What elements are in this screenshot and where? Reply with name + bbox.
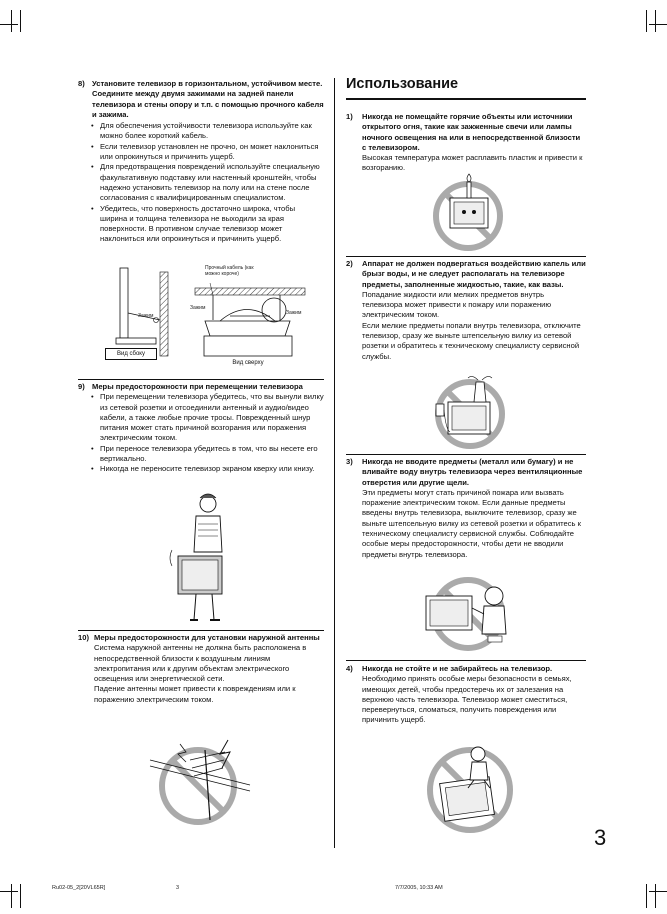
crop-mark (649, 891, 667, 892)
man-carrying-tv-illustration (168, 490, 248, 625)
bullet-item: • Для предотвращения повреждений используйте специальную факультативную подставку или настенный кронштейн, чтобы надежно установить телевизор на полу или на стене после согласования с квалифицированным специалистом. (78, 162, 324, 203)
section-divider (346, 454, 586, 455)
bullet-item: • При перемещении телевизора убедитесь, что вы вынули вилку из сетевой розетки и отсоединили антенный и аудио/видео кабели, а также любые прочие тросы. Поврежденный шнур питания может стать причиной возгорания или поражения электрическим током. (78, 392, 324, 443)
climbing-prohibited-illustration (420, 740, 520, 836)
paragraph: Если мелкие предметы попали внутрь телевизора, отключите телевизор, сразу же выньте штепсельную вилку из сетевой розетки и обратитесь к техническому специалисту сервисной службы. (362, 320, 581, 361)
section-8 (78, 79, 324, 245)
section-number: 2) (346, 259, 353, 268)
section-number: 10) (78, 633, 89, 642)
child-inserting-figure (418, 574, 518, 654)
section-number: 3) (346, 457, 353, 466)
section-divider (346, 256, 586, 257)
paragraph: Система наружной антенны не должна быть расположена в непосредственной близости к воздушным линиям электропитания или к другим объектам электрического освещения или энергетической сети. (94, 643, 307, 684)
cable-label: Прочный кабель (как можно короче) (205, 265, 254, 277)
antenna-prohibited-figure (150, 730, 250, 830)
crop-mark (0, 24, 18, 25)
paragraph: Падение антенны может привести к повреждениям или к поражению электрическим током. (94, 684, 296, 704)
footer-date: 7/7/2005, 10:33 AM (395, 885, 443, 891)
crop-mark (655, 10, 656, 32)
top-view-label: Вид сверху (232, 360, 264, 366)
section-r1 (346, 112, 586, 174)
bullet-item: • Если телевизор установлен не прочно, он может наклониться или опрокинуться и причинить ущерб. (78, 142, 324, 163)
candle-prohibited-illustration (428, 172, 508, 252)
section-title: Никогда не стойте и не забирайтесь на телевизор. (362, 664, 553, 673)
side-view-label: Вид сбоку (105, 348, 157, 360)
crop-mark (20, 884, 21, 908)
section-divider (346, 660, 586, 661)
antenna-prohibited-illustration (150, 730, 250, 830)
paragraph: Необходимо принять особые меры безопасности в семьях, имеющих детей, чтобы предостеречь их от залезания на верхнюю часть телевизора. Телевизор может сместиться, перевернуться, сломаться, получить повреждения или причинить ущерб. (362, 674, 572, 725)
vase-prohibited-illustration (428, 374, 508, 450)
vase-prohibited-figure (428, 374, 508, 450)
section-divider (78, 379, 324, 380)
section-number: 9) (78, 382, 85, 391)
crop-mark (11, 10, 12, 32)
clamp-label: Зажим (190, 305, 206, 311)
clamp-label: Зажим (286, 310, 302, 316)
paragraph: Эти предметы могут стать причиной пожара или вызвать поражение электрическим током. Если данные предметы введены внутрь телевизора, выключите телевизор, сразу же выньте штепсельную вилку из сетевой розетки и обратитесь к техническому специалисту сервисной службы. Соблюдайте особые меры предосторожности, чтобы дети не вводили предметы внутрь телевизора. (362, 487, 581, 559)
page-number: 3 (594, 825, 607, 850)
heading-underline (346, 98, 586, 100)
crop-mark (655, 884, 656, 908)
section-title: Аппарат не должен подвергаться воздействию капель или брызг воды, и не следует располагать на телевизоре предметы, заполненные жидкостью, такие, как вазы. (362, 259, 586, 289)
bullet-item: • Для обеспечения устойчивости телевизора используйте как можно более короткий кабель. (78, 121, 324, 142)
paragraph: Высокая температура может расплавить пластик и привести к возгоранию. (362, 153, 583, 173)
section-number: 8) (78, 79, 85, 88)
crop-mark (646, 884, 647, 908)
section-title: Установите телевизор в горизонтальном, устойчивом месте. Соедините между двумя зажимами на задней панели телевизора и стены опору и т.п. с помощью прочного кабеля и зажима. (92, 79, 324, 119)
crop-mark (20, 10, 21, 32)
footer-page: 3 (176, 885, 180, 891)
child-inserting-illustration (418, 574, 518, 654)
section-title: Никогда не вводите предметы (металл или бумагу) и не вливайте воду внутрь телевизора через вентиляционные отверстия или другие щели. (362, 457, 583, 487)
section-divider (78, 630, 324, 631)
clamp-label: Зажим (138, 313, 154, 319)
section-title: Никогда не помещайте горячие объекты или источники открытого огня, такие как зажженные свечи или лампы ночного освещения на или в непосредственной близости с телевизором. (362, 112, 581, 152)
section-r3 (346, 457, 586, 560)
crop-mark (0, 891, 18, 892)
section-number: 1) (346, 112, 353, 121)
crop-mark (649, 24, 667, 25)
section-10 (78, 633, 324, 705)
column-divider (334, 78, 335, 848)
tv-mount-figure (100, 258, 320, 373)
section-9 (78, 382, 324, 475)
paragraph: Попадание жидкости или мелких предметов внутрь телевизора может привести к пожару или поражению электрическим током. (362, 289, 552, 320)
section-number: 4) (346, 664, 353, 673)
page-heading: Использование (346, 76, 459, 92)
section-title: Меры предосторожности для установки наружной антенны (94, 633, 320, 642)
crop-mark (11, 884, 12, 908)
bullet-item: • Никогда не переносите телевизор экраном кверху или книзу. (78, 464, 324, 474)
section-r4 (346, 664, 586, 726)
carrying-tv-figure (168, 490, 248, 625)
section-r2 (346, 259, 586, 362)
bullet-item: • При переносе телевизора убедитесь в том, что вы несете его вертикально. (78, 444, 324, 465)
section-title: Меры предосторожности при перемещении телевизора (92, 382, 303, 391)
crop-mark (646, 10, 647, 32)
footer-file: Ru02-05_2[20VL65R] (52, 885, 106, 891)
candle-prohibited-figure (428, 172, 508, 252)
bullet-item: • Убедитесь, что поверхность достаточно широка, чтобы ширина и толщина телевизора не выходили за края поверхности. В противном случае телевизор может наклониться или опрокинуться и причинить ущерб. (78, 204, 324, 245)
climbing-prohibited-figure (420, 740, 520, 836)
